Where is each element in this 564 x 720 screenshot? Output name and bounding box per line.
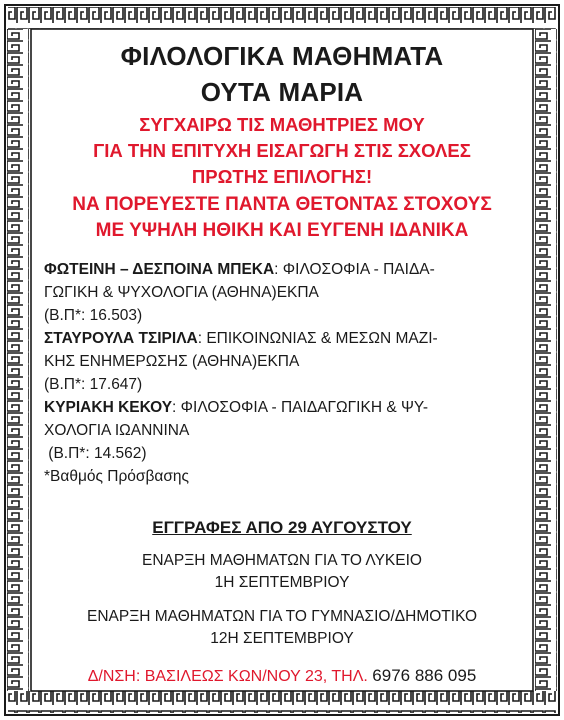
schedule-date: 12Η ΣΕΠΤΕΜΒΡΙΟΥ [210, 630, 354, 647]
contact-info [34, 666, 530, 686]
student-score: (Β.Π*: 17.647) [44, 376, 143, 393]
schedule-date: 1Η ΣΕΠΤΕΜΒΡΙΟΥ [214, 574, 350, 591]
schedule-line: ΕΝΑΡΞΗ ΜΑΘΗΜΑΤΩΝ ΓΙΑ ΤΟ ΓΥΜΝΑΣΙΟ/ΔΗΜΟΤΙΚΟ [86, 608, 477, 625]
address-text: Δ/ΝΣΗ: ΒΑΣΙΛΕΩΣ ΚΩΝ/ΝΟΥ 23, ΤΗΛ. [87, 668, 373, 685]
student-entry [44, 258, 522, 281]
student-entry [44, 327, 522, 350]
congrats-line: ΓΙΑ ΤΗΝ ΕΠΙΤΥΧΗ ΕΙΣΑΓΩΓΗ ΣΤΙΣ ΣΧΟΛΕΣ [93, 140, 471, 161]
motto [34, 192, 530, 244]
title-line-2: ΟΥΤΑ ΜΑΡΙΑ [200, 77, 364, 107]
student-score: (Β.Π*: 14.562) [44, 445, 147, 462]
schedule-line: ΕΝΑΡΞΗ ΜΑΘΗΜΑΤΩΝ ΓΙΑ ΤΟ ΛΥΚΕΙΟ [142, 552, 422, 569]
schedule-gymnasium [34, 606, 530, 650]
student-school-cont: ΚΗΣ ΕΝΗΜΕΡΩΣΗΣ (ΑΘΗΝΑ)ΕΚΠΑ [44, 353, 300, 370]
congrats-line: ΠΡΩΤΗΣ ΕΠΙΛΟΓΗΣ! [191, 166, 373, 187]
enrollment-notice: ΕΓΓΡΑΦΕΣ ΑΠΟ 29 ΑΥΓΟΥΣΤΟΥ [152, 518, 412, 537]
congrats-line: ΣΥΓΧΑΙΡΩ ΤΙΣ ΜΑΘΗΤΡΙΕΣ ΜΟΥ [139, 114, 425, 135]
student-school: : ΦΙΛΟΣΟΦΙΑ - ΠΑΙΔΑΓΩΓΙΚΗ & ΨΥ- [172, 399, 429, 416]
student-name: ΚΥΡΙΑΚΗ ΚΕΚΟΥ [44, 399, 173, 416]
student-entry [44, 396, 522, 419]
student-name: ΦΩΤΕΙΝΗ – ΔΕΣΠΟΙΝΑ ΜΠΕΚΑ [44, 261, 275, 278]
footnote: *Βαθμός Πρόσβασης [44, 468, 190, 485]
title-line-1: ΦΙΛΟΛΟΓΙΚΑ ΜΑΘΗΜΑΤΑ [120, 41, 444, 71]
student-list [34, 258, 530, 488]
congrats-message [34, 112, 530, 190]
phone-number: 6976 886 095 [372, 666, 477, 685]
schedule-lyceum [34, 550, 530, 594]
student-school-cont: ΧΟΛΟΓΙΑ ΙΩΑΝΝΙΝΑ [44, 422, 190, 439]
poster-content [34, 32, 530, 686]
student-score: (Β.Π*: 16.503) [44, 307, 143, 324]
student-school: : ΕΠΙΚΟΙΝΩΝΙΑΣ & ΜΕΣΩΝ ΜΑΖΙ- [197, 330, 438, 347]
motto-line: ΜΕ ΥΨΗΛΗ ΗΘΙΚΗ ΚΑΙ ΕΥΓΕΝΗ ΙΔΑΝΙΚΑ [95, 220, 469, 241]
student-school: : ΦΙΛΟΣΟΦΙΑ - ΠΑΙΔΑ- [274, 261, 435, 278]
student-name: ΣΤΑΥΡΟΥΛΑ ΤΣΙΡΙΛΑ [44, 330, 198, 347]
motto-line: ΝΑ ΠΟΡΕΥΕΣΤΕ ΠΑΝΤΑ ΘΕΤΟΝΤΑΣ ΣΤΟΧΟΥΣ [72, 194, 492, 215]
student-school-cont: ΓΩΓΙΚΗ & ΨΥΧΟΛΟΓΙΑ (ΑΘΗΝΑ)ΕΚΠΑ [44, 284, 319, 301]
